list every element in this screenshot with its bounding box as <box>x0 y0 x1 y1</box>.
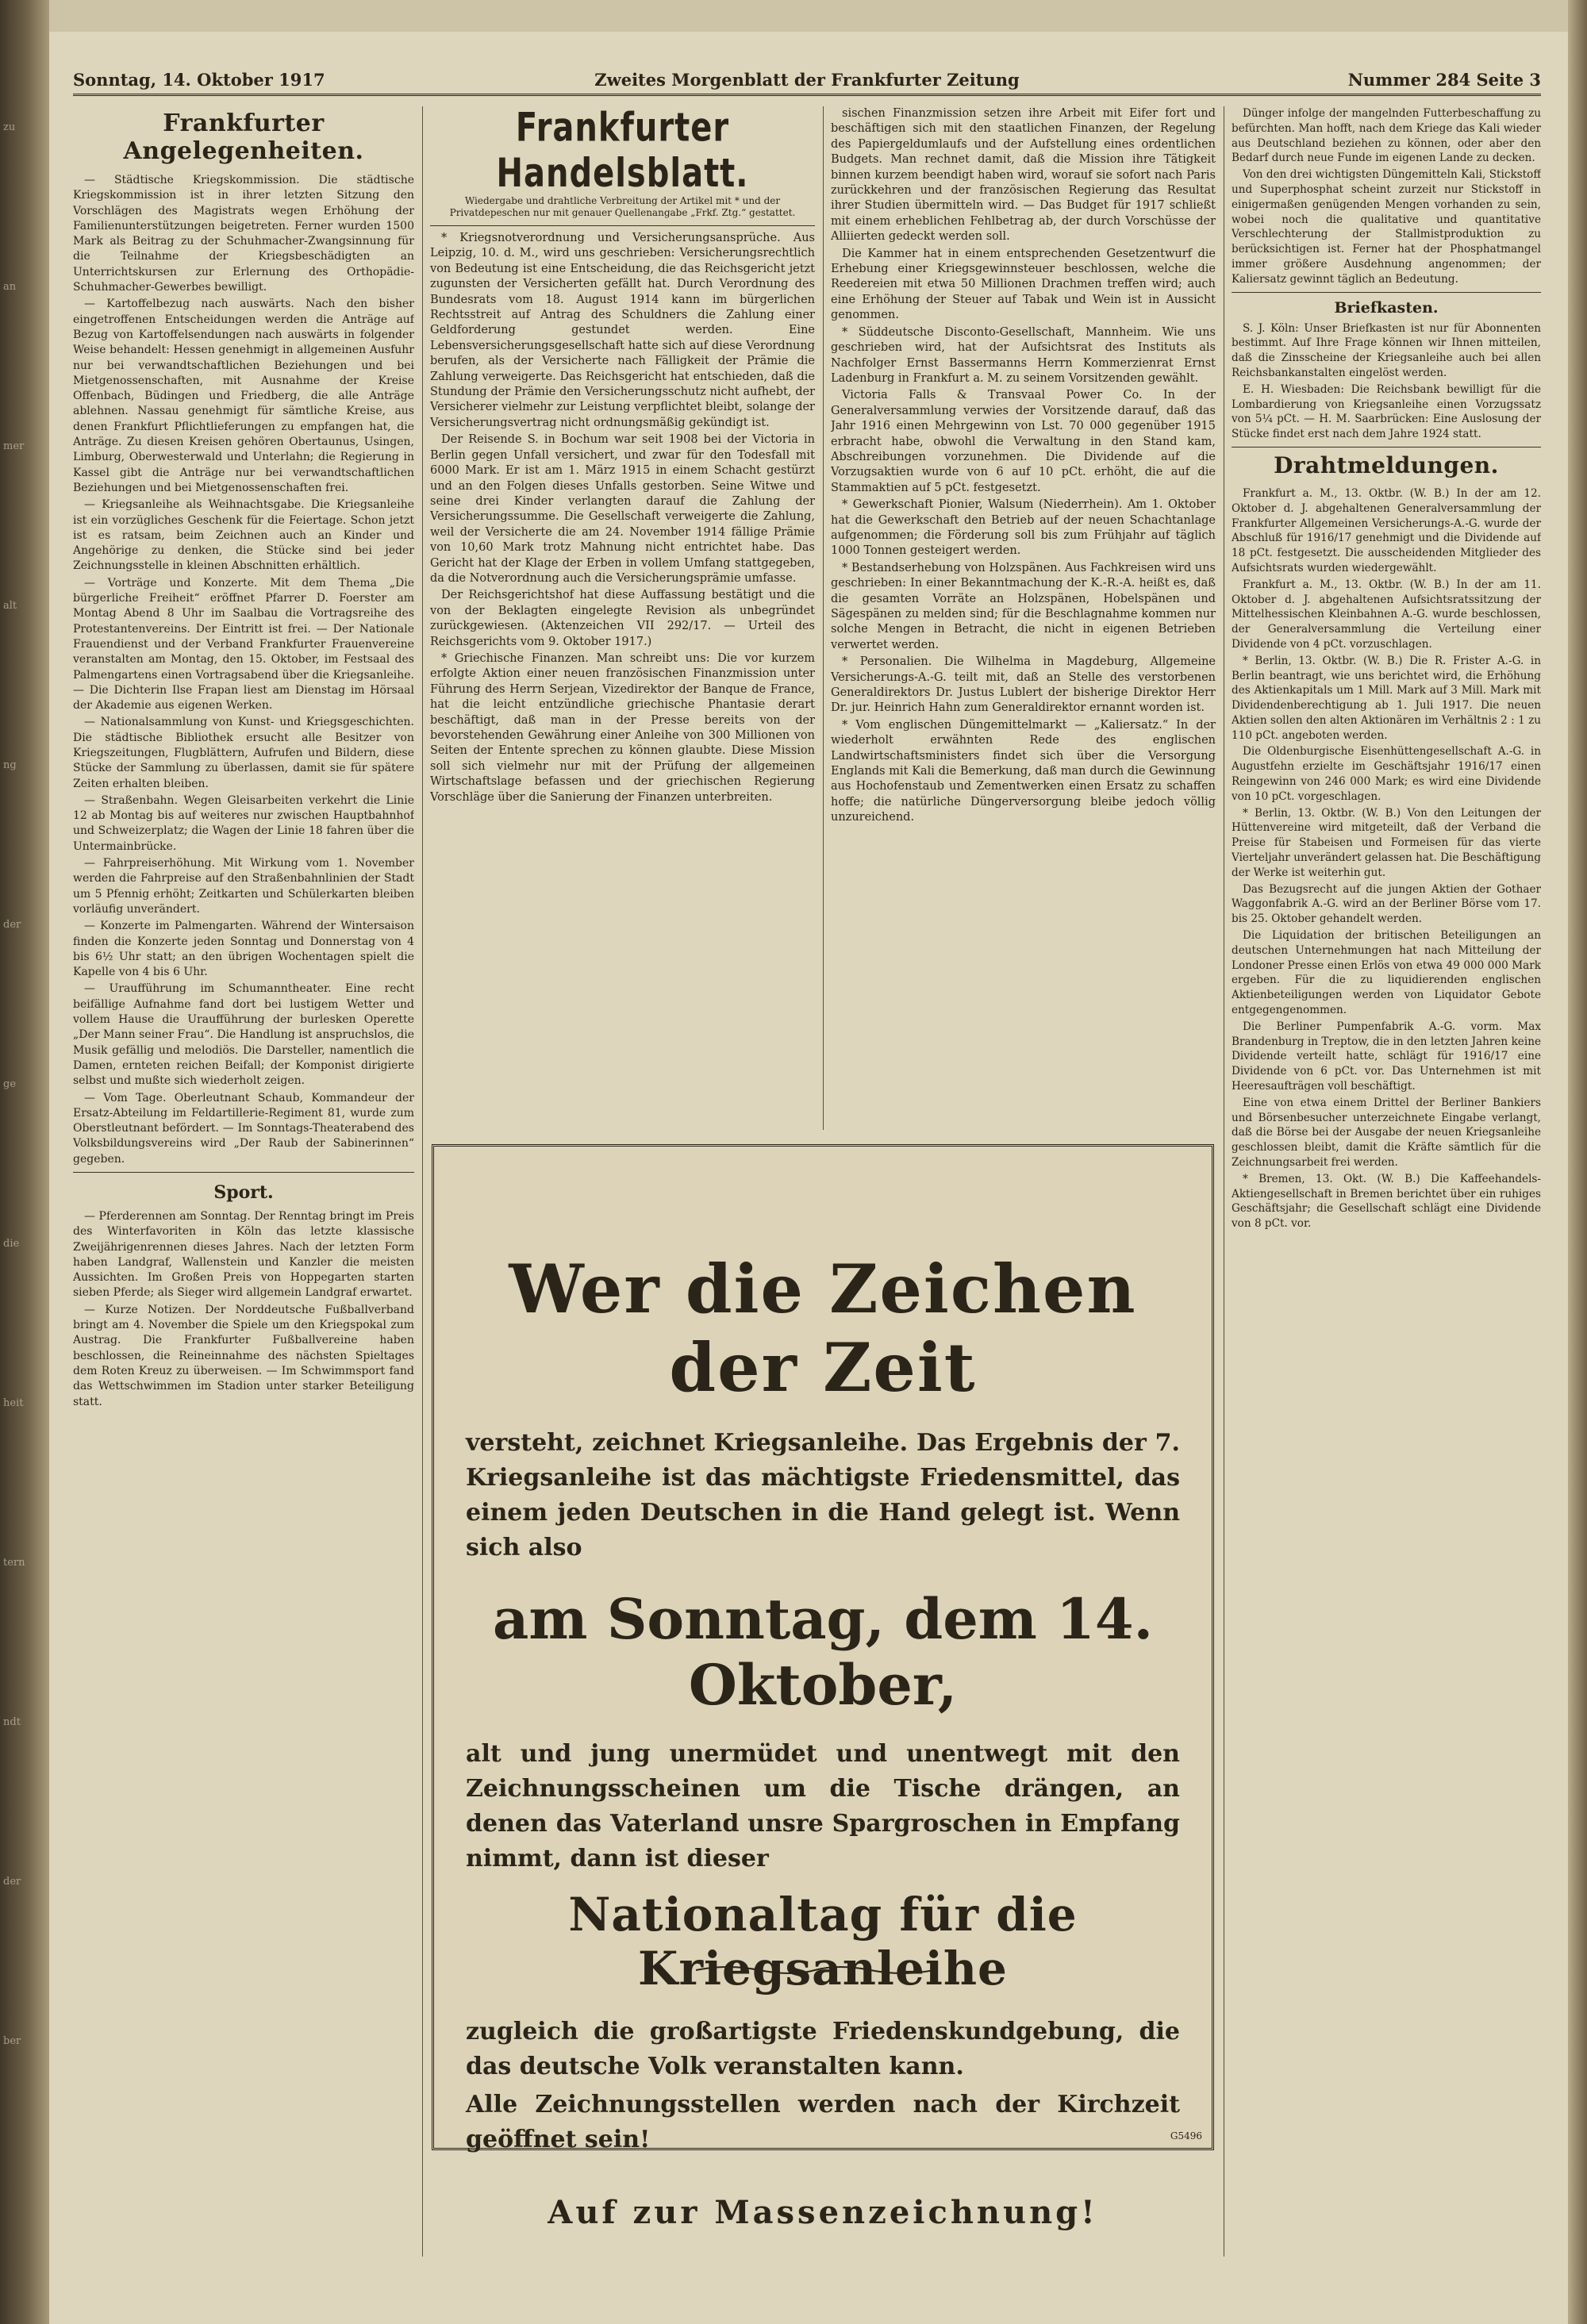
letter-paragraph: S. J. Köln: Unser Briefkasten ist nur für Abonnenten bestimmt. Auf Ihre Frage können wir Ihnen mitteilen, daß die Zinsscheine der Kriegsanleihe auch bei allen Reichsbankanstalten eingelöst werden. <box>1232 321 1541 379</box>
wire-paragraph: Das Bezugsrecht auf die jungen Aktien der Gothaer Waggonfabrik A.-G. wird an der Berliner Börse vom 17. bis 25. Oktober gehandelt werden. <box>1232 882 1541 926</box>
article-paragraph: * Bestandserhebung von Holzspänen. Aus Fachkreisen wird uns geschrieben: In einer Bekanntmachung der K.-R.-A. heißt es, daß die gesamten Vorräte an Holzspänen, Hobelspänen und Sägespänen zu melden sind; für die Beschlagnahme kommen nur solche Mengen in Betracht, die nicht in eigenen Betrieben verwertet werden. <box>831 561 1216 651</box>
column-rule <box>823 106 824 1130</box>
column-commerce-continued <box>831 106 1216 1130</box>
wire-paragraph: Die Liquidation der britischen Beteiligungen an deutschen Unternehmungen hat nach Mitteilung der Londoner Presse einen Erlös von etwa 49 000 000 Mark ergeben. Für die zu liquidierenden englischen Aktienbeteiligungen werden von Liquidator Gebote entgegengenommen. <box>1232 929 1541 1017</box>
header-issue: Zweites Morgenblatt der Frankfurter Zeitung <box>594 70 1020 90</box>
divider <box>430 225 815 226</box>
divider <box>73 1172 414 1173</box>
wire-reports <box>1232 486 1541 1231</box>
commerce-articles-continued <box>831 106 1216 826</box>
article-paragraph: * Süddeutsche Disconto-Gesellschaft, Mannheim. Wie uns geschrieben wird, hat der Aufsichtsrat des Instituts als Nachfolger Ernst Bassermanns Herrn Kommerzienrat Ernst Ladenburg in Frankfurt a. M. zu seinem Vorsitzenden gewählt. <box>831 325 1216 385</box>
section-title-wire: Drahtmeldungen. <box>1274 451 1499 478</box>
book-binding <box>0 0 49 2324</box>
divider <box>1232 447 1541 448</box>
column-rule <box>422 106 423 2257</box>
section-title-local: Frankfurter Angelegenheiten. <box>123 109 364 165</box>
section-title-sport: Sport. <box>213 1182 274 1203</box>
article-paragraph: — Fahrpreiserhöhung. Mit Wirkung vom 1. November werden die Fahrpreise auf den Straßenbahnlinien der Stadt um 5 Pfennig erhöht; Zeitkarten und Schülerkarten bleiben vorläufig unverändert. <box>73 857 414 916</box>
article-paragraph: — Straßenbahn. Wegen Gleisarbeiten verkehrt die Linie 12 ab Montag bis auf weiteres nur zwischen Hauptbahnhof und Schweizerplatz; die Wagen der Linie 18 fahren über die Untermainbrücke. <box>73 793 414 853</box>
page-edge <box>1568 0 1587 2324</box>
article-paragraph: — Nationalsammlung von Kunst- und Kriegsgeschichten. Die städtische Bibliothek ersucht alle Besitzer von Kriegszeitungen, Flugblättern, Aufrufen und Bildern, diese Stücke der Sammlung zu überlassen, damit sie für spätere Zeiten erhalten bleiben. <box>73 716 414 790</box>
article-paragraph: Der Reichsgerichtshof hat diese Auffassung bestätigt und die von der Beklagten eingelegte Revision als unbegründet zurückgewiesen. (Aktenzeichen VII 292/17. — Urteil des Reichsgerichts vom 9. Oktober 1917.) <box>430 589 815 648</box>
adjacent-page-fragment: ng <box>3 759 17 771</box>
newspaper-page <box>49 32 1568 2324</box>
ad-date: am Sonntag, dem 14. Oktober, <box>493 1586 1153 1718</box>
sport-paragraph: — Pferderennen am Sonntag. Der Renntag bringt im Preis des Winterfavoriten in Köln das letzte klassische Zweijährigenrennen dieses Jahres. Nach der letzten Form haben Landgraf, Wallenstein und Kanzler die meisten Aussichten. Im Großen Preis von Hoppegarten starten sieben Pferde; als Sieger wird allgemein Landgraf erwartet. <box>73 1210 414 1300</box>
article-paragraph: — Kriegsanleihe als Weihnachtsgabe. Die Kriegsanleihe ist ein vorzügliches Geschenk für die Feiertage. Schon jetzt ist es ratsam, beim Zeichnen auch an Kinder und Angehörige zu denken, die Stücke sind bei jeder Zeichnungsstelle in kleinen Abschnitten erhältlich. <box>73 498 414 573</box>
ad-national-day: Nationaltag für die Kriegsanleihe <box>568 1888 1078 1996</box>
adjacent-page-fragment: der <box>3 919 21 931</box>
sport-paragraph: — Kurze Notizen. Der Norddeutsche Fußballverband bringt am 4. November die Spiele um den Kriegspokal zum Austrag. Die Frankfurter Fußballvereine haben beschlossen, die Reineinnahme des nächsten Spieltages dem Roten Kreuz zu überweisen. — Im Schwimmsport fand das Wettschwimmen im Stadion unter starker Beteiligung statt. <box>73 1303 414 1408</box>
war-bond-advertisement <box>432 1144 1214 2231</box>
page-header <box>73 67 1541 96</box>
commerce-articles <box>430 231 815 805</box>
wire-paragraph: Frankfurt a. M., 13. Oktbr. (W. B.) In der am 11. Oktober d. J. abgehaltenen Aufsichtsratssitzung der Mittelhessischen Kleinbahnen A.-G. wurde beschlossen, der Generalversammlung die Verteilung einer Dividende von 4 pCt. vorzuschlagen. <box>1232 578 1541 651</box>
wire-paragraph: * Berlin, 13. Oktbr. (W. B.) Die R. Frister A.-G. in Berlin beantragt, wie uns berichtet wird, die Erhöhung des Aktienkapitals um 1 Mill. Mark auf 3 Mill. Mark mit Dividendenberechtigung ab 1. Juli 1917. Die neuen Aktien sollen den alten Aktionären im Verhältnis 2 : 1 zu 110 pCt. angeboten werden. <box>1232 654 1541 742</box>
article-paragraph: * Vom englischen Düngemittelmarkt — „Kaliersatz.“ In der wiederholt erwähnten Rede des englischen Landwirtschaftsministers findet sich über die Versorgung Englands mit Kali die Bemerkung, daß man durch die Gewinnung aus Hochofenstaub und Zementwerken einen Ersatz zu schaffen hoffe; die natürliche Düngerversorgung bleibe jedoch völlig unzureichend. <box>831 718 1216 824</box>
letter-paragraph: E. H. Wiesbaden: Die Reichsbank bewilligt für die Lombardierung von Kriegsanleihe einen Vorzugssatz von 5¼ pCt. — H. M. Saarbrücken: Eine Auslosung der Stücke findet erst nach dem Jahre 1924 statt. <box>1232 382 1541 441</box>
article-paragraph: Der Reisende S. in Bochum war seit 1908 bei der Victoria in Berlin gegen Unfall versichert, und zwar für den Todesfall mit 6000 Mark. Er ist am 1. März 1915 in einem Schacht gestürzt und an den Folgen dieses Unfalls gestorben. Seine Witwe und seine drei Kinder verlangten darauf die Zahlung der Versicherungssumme. Die Gesellschaft verweigerte die Zahlung, weil der Versicherte die am 24. November 1914 fällige Prämie von 10,60 Mark trotz Mahnung nicht entrichtet habe. Das Gericht hat der Klage der Erben in vollem Umfang stattgegeben, da die Notverordnung auch die Versicherungsprämie umfasse. <box>430 433 815 585</box>
wire-paragraph: * Bremen, 13. Okt. (W. B.) Die Kaffeehandels-Aktiengesellschaft in Bremen berichtet über ein ruhiges Geschäftsjahr; die Gesellschaft schlägt eine Dividende von 8 pCt. vor. <box>1232 1172 1541 1231</box>
article-paragraph: — Vorträge und Konzerte. Mit dem Thema „Die bürgerliche Freiheit“ eröffnet Pfarrer D. Foerster am Montag Abend 8 Uhr im Saalbau die Vortragsreihe des Protestantenvereins. Der Eintritt ist frei. — Der Nationale Frauendienst und der Verband Frankfurter Frauenvereine veranstalten am Montag, den 15. Oktober, im Festsaal des Palmengartens einen Vortragsabend über die Kriegsanleihe. — Die Dichterin Ilse Frapan liest am Dienstag im Hörsaal der Akademie aus eigenen Werken. <box>73 576 414 713</box>
adjacent-page-fragment: ber <box>3 2035 21 2047</box>
article-paragraph: Dünger infolge der mangelnden Futterbeschaffung zu befürchten. Man hofft, nach dem Kriege das Kali wieder aus Deutschland beziehen zu können, oder aber den Bedarf durch neue Funde im eigenen Lande zu decken. <box>1232 107 1541 165</box>
wire-paragraph: Eine von etwa einem Drittel der Berliner Bankiers und Börsenbesucher unterzeichnete Eingabe verlangt, daß die Börse bei der Ausgabe der neuen Kriegsanleihe geschlossen bleibt, damit die Kräfte sämtlich für die Zeichnungsarbeit frei werden. <box>1232 1096 1541 1169</box>
article-paragraph: Victoria Falls & Transvaal Power Co. In der Generalversammlung verwies der Vorsitzende darauf, daß das Jahr 1916 einen Mehrgewinn von Lst. 70 000 gegenüber 1915 erbracht habe, obwohl die Verwaltung in den Stand kam, Abschreibungen vorzunehmen. Die Dividende auf die Vorzugsaktien wurde von 6 auf 10 pCt. erhöht, die auf die Stammaktien auf 5 pCt. festgesetzt. <box>831 389 1216 494</box>
divider <box>1232 292 1541 293</box>
column-local-news <box>73 106 414 2257</box>
article-paragraph: — Städtische Kriegskommission. Die städtische Kriegskommission ist in ihrer letzten Sitzung den Vorschlägen des Magistrats wegen Erhöhung der Familienunterstützungen beigetreten. Ferner wurden 1500 Mark als Beitrag zu der Schuhmacher-Zwangsinnung für die Teilnahme der Kriegsbeschädigten an Unterrichtskursen zur Erlernung des Orthopädie-Schuhmacher-Gewerbes bewilligt. <box>73 174 414 294</box>
article-paragraph: Von den drei wichtigsten Düngemitteln Kali, Stickstoff und Superphosphat scheint zurzeit nur Stickstoff in einigermaßen genügenden Mengen vorhanden zu sein, wobei noch die qualitative und quantitative Verschlechterung der Stallmistproduktion zu berücksichtigen ist. Ferner hat der Phosphatmangel immer größere Ausdehnung angenommen; der Kaliersatz gewinnt täglich an Bedeutung. <box>1232 168 1541 286</box>
commerce-subtitle: Wiedergabe und drahtliche Verbreitung der Artikel mit * und der Privatdepeschen nur mit genauer Quellenangabe „Frkf. Ztg.“ gestattet. <box>449 195 796 218</box>
article-paragraph: * Griechische Finanzen. Man schreibt uns: Die vor kurzem erfolgte Aktion einer neuen französischen Finanzmission unter Führung des Herrn Serjean, Vizedirektor der Banque de France, hat die leicht entzündliche griechische Phantasie derart beschäftigt, daß man in der Presse bereits von der bevorstehenden Gewährung einer Anleihe von 300 Millionen von Seiten der Entente sprechen zu können glaubte. Diese Mission soll sich vielmehr nur mit der Prüfung der allgemeinen Wirtschaftslage befassen und der griechischen Regierung Vorschläge über die Sanierung der Finanzen unterbreiten. <box>430 651 815 804</box>
adjacent-page-fragment: ge <box>3 1078 17 1090</box>
adjacent-page-fragment: alt <box>3 600 17 612</box>
adjacent-page-fragment: tern <box>3 1557 25 1569</box>
ad-headline: Wer die Zeichen der Zeit <box>509 1250 1137 1407</box>
wire-paragraph: Die Oldenburgische Eisenhüttengesellschaft A.-G. in Augustfehn erzielte im Geschäftsjahr 1916/17 einen Reingewinn von 246 000 Mark; es wird eine Dividende von 10 pCt. vorgeschlagen. <box>1232 745 1541 803</box>
letters-box <box>1232 321 1541 442</box>
column-commerce <box>430 106 815 1130</box>
ad-reference: G5496 <box>1170 2130 1202 2142</box>
header-date: Sonntag, 14. Oktober 1917 <box>73 70 325 90</box>
ad-body-3: zugleich die großartigste Friedenskundgebung, die das deutsche Volk veranstalten kann. <box>466 2018 1180 2080</box>
fertilizer-article-continued <box>1232 106 1541 287</box>
section-title-letters: Briefkasten. <box>1334 298 1439 317</box>
wire-paragraph: Die Berliner Pumpenfabrik A.-G. vorm. Max Brandenburg in Treptow, die in den letzten Jahren keine Dividende verteilt hatte, schlägt für 1916/17 eine Dividende von 6 pCt. vor. Das Unternehmen ist mit Heeresaufträgen voll beschäftigt. <box>1232 1020 1541 1093</box>
ornament-flourish <box>696 1964 934 1976</box>
article-paragraph: — Vom Tage. Oberleutnant Schaub, Kommandeur der Ersatz-Abteilung im Feldartillerie-Regiment 81, wurde zum Oberstleutnant befördert. — Im Sonntags-Theaterabend des Volksbildungsvereins wird „Der Raub der Sabinerinnen“ gegeben. <box>73 1091 414 1166</box>
article-paragraph: — Uraufführung im Schumanntheater. Eine recht beifällige Aufnahme fand dort bei lustigem Wetter und vollem Hause die Uraufführung der burlesken Operette „Der Mann seiner Frau“. Die Handlung ist anspruchslos, die Musik gefällig und melodiös. Die Darsteller, namentlich die Damen, ernteten reichen Beifall; der Komponist dirigierte selbst und mußte sich wiederholt zeigen. <box>73 982 414 1088</box>
section-title-commerce: Frankfurter Handelsblatt. <box>496 106 749 197</box>
adjacent-page-fragment: heit <box>3 1397 24 1409</box>
ad-body-4: Alle Zeichnungsstellen werden nach der Kirchzeit geöffnet sein! <box>466 2091 1180 2153</box>
adjacent-page-fragment: ndt <box>3 1716 21 1728</box>
adjacent-page-fragment: die <box>3 1238 20 1250</box>
adjacent-page-fragment: der <box>3 1876 21 1888</box>
adjacent-page-fragment: mer <box>3 440 25 452</box>
adjacent-page-text <box>3 119 44 2192</box>
article-paragraph: Die Kammer hat in einem entsprechenden Gesetzentwurf die Erhebung einer Kriegsgewinnsteuer beschlossen, welche die Reedereien mit etwa 50 Millionen Drachmen treffen wird; auch eine Erhöhung der Steuer auf Tabak und Wein ist in Aussicht genommen. <box>831 247 1216 322</box>
header-page-number: Nummer 284 Seite 3 <box>1347 70 1541 90</box>
article-paragraph: * Gewerkschaft Pionier, Walsum (Niederrhein). Am 1. Oktober hat die Gewerkschaft den Betrieb auf der neuen Schachtanlage aufgenommen; die Förderung soll bis zum Frühjahr auf täglich 1000 Tonnen gesteigert werden. <box>831 498 1216 558</box>
ad-closing: Auf zur Massenzeichnung! <box>548 2194 1098 2231</box>
local-news-articles <box>73 173 414 1167</box>
column-wire-reports <box>1232 106 1541 2257</box>
article-paragraph: sischen Finanzmission setzen ihre Arbeit mit Eifer fort und beschäftigen sich mit den staatlichen Finanzen, der Regelung des Papiergeldumlaufs und der Aufstellung eines ordentlichen Budgets. Man rechnet damit, daß die Mission ihre Tätigkeit binnen kurzem beendigt haben wird, worauf sie sofort nach Paris zurückkehren und der französischen Regierung das Resultat ihrer Studien übermitteln wird. — Das Budget für 1917 schließt mit einem erheblichen Fehlbetrag ab, der durch Vorschüsse der Alliierten gedeckt werden soll. <box>831 107 1216 244</box>
adjacent-page-fragment: zu <box>3 121 16 133</box>
adjacent-page-fragment: an <box>3 281 17 293</box>
sport-articles <box>73 1209 414 1410</box>
ad-body: versteht, zeichnet Kriegsanleihe. Das Ergebnis der 7. Kriegsanleihe ist das mächtigste Friedensmittel, das einem jeden Deutschen in die Hand gelegt ist. Wenn sich also <box>466 1429 1180 1561</box>
article-paragraph: — Kartoffelbezug nach auswärts. Nach den bisher eingetroffenen Entscheidungen werden die Anträge auf Bezug von Kartoffelsendungen nach auswärts in folgender Weise behandelt: Hessen genehmigt in allgemeinen Ausfuhr nur bei verwandtschaftlichen Beziehungen und bei Mietgenossenschaften, mit Ausnahme der Kreise Offenbach, Büdingen und Friedberg, die alle Anträge ablehnen. Nassau genehmigt für sämtliche Kreise, aus denen Frankfurt Pflichtlieferungen zu empfangen hat, die Anträge. Zu diesen Kreisen gehören Obertaunus, Usingen, Limburg, Oberwesterwald und Unterlahn; die Regierung in Kassel gibt die Anträge nur bei verwandtschaftlichen Beziehungen und bei Mietgenossenschaften frei. <box>73 298 414 494</box>
wire-paragraph: * Berlin, 13. Oktbr. (W. B.) Von den Leitungen der Hüttenvereine wird mitgeteilt, daß der Verband die Preise für Stabeisen und Formeisen für das vierte Vierteljahr unverändert gelassen hat. Die Beschäftigung der Werke ist weiterhin gut. <box>1232 806 1541 879</box>
article-paragraph: — Konzerte im Palmengarten. Während der Wintersaison finden die Konzerte jeden Sonntag und Donnerstag von 4 bis 6½ Uhr statt; an den übrigen Wochentagen spielt die Kapelle von 4 bis 6 Uhr. <box>73 920 414 979</box>
article-paragraph: * Kriegsnotverordnung und Versicherungsansprüche. Aus Leipzig, 10. d. M., wird uns geschrieben: Versicherungsrechtlich von Bedeutung ist eine Entscheidung, die das Reichsgericht jetzt zugunsten der Versicherten gefällt hat. Durch Verordnung des Bundesrats vom 18. August 1914 kann im bürgerlichen Rechtsstreit auf Antrag des Schuldners die Zahlung einer Geldforderung gestundet werden. Eine Lebensversicherungsgesellschaft hatte sich auf diese Verordnung berufen, als der Versicherte nach Fälligkeit der Prämie die Zahlung verweigerte. Das Reichsgericht hat entschieden, daß die Stundung der Prämie den Versicherungsschutz nicht aufhebt, der Versicherer vielmehr zur Leistung verpflichtet bleibt, solange der Versicherungsvertrag nicht ordnungsmäßig gekündigt ist. <box>430 232 815 429</box>
article-paragraph: * Personalien. Die Wilhelma in Magdeburg, Allgemeine Versicherungs-A.-G. teilt mit, daß an Stelle des verstorbenen Generaldirektors Dr. Justus Lublert der bisherige Direktor Herr Dr. jur. Heinrich Hahn zum Generaldirektor ernannt worden ist. <box>831 655 1216 715</box>
wire-paragraph: Frankfurt a. M., 13. Oktbr. (W. B.) In der am 12. Oktober d. J. abgehaltenen Generalversammlung der Frankfurter Allgemeinen Versicherungs-A.-G. wurde der Abschluß für 1916/17 genehmigt und die Dividende auf 18 pCt. festgesetzt. Die ausscheidenden Mitglieder des Aufsichtsrats wurden wiedergewählt. <box>1232 486 1541 574</box>
ad-body-2: alt und jung unermüdet und unentwegt mit den Zeichnungsscheinen um die Tische drängen, an denen das Vaterland unsre Spargroschen in Empfang nimmt, dann ist dieser <box>466 1740 1180 1873</box>
